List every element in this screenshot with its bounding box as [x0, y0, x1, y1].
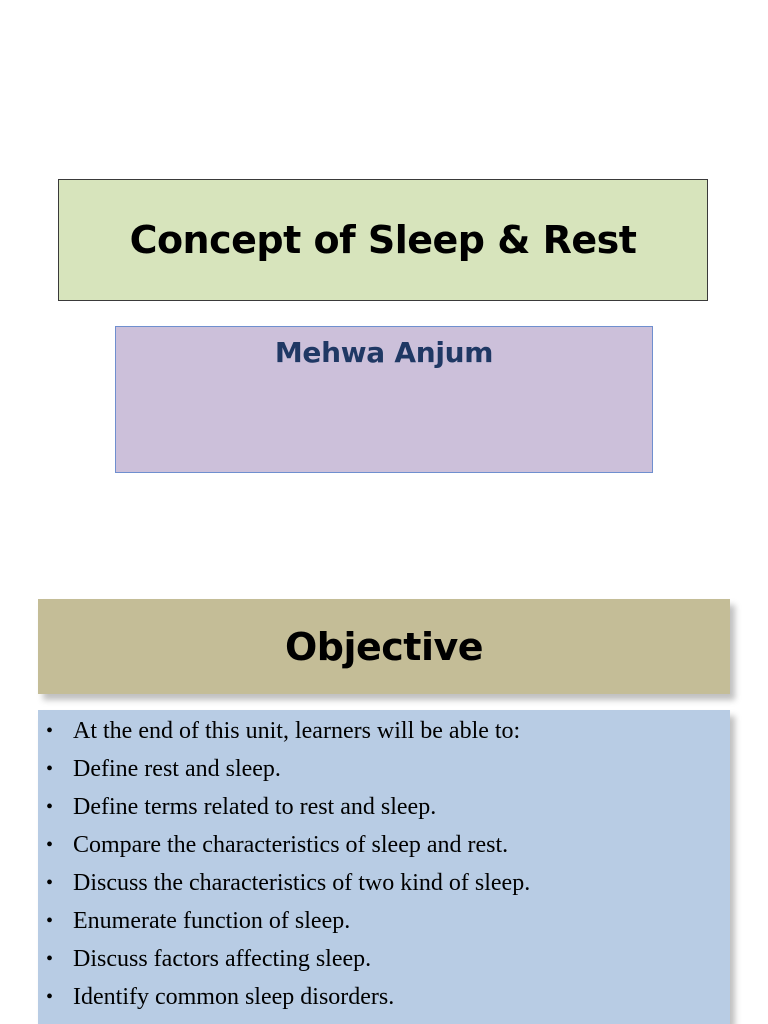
- objective-item: [38, 792, 730, 830]
- bullet-icon: •: [46, 872, 54, 894]
- objective-body: [38, 710, 730, 1024]
- bullet-icon: •: [46, 758, 54, 780]
- bullet-icon: •: [46, 986, 54, 1008]
- bullet-icon: •: [46, 720, 54, 742]
- objective-item-text: Discuss the characteristics of two kind of sleep.: [73, 870, 531, 896]
- objective-header: [38, 599, 730, 694]
- objective-item: [38, 716, 730, 754]
- objective-item: [38, 906, 730, 944]
- bullet-icon: •: [46, 834, 54, 856]
- objective-item-text: Define rest and sleep.: [73, 756, 281, 782]
- objective-item-text: Discuss factors affecting sleep.: [73, 946, 372, 972]
- objective-item: [38, 944, 730, 982]
- objective-item-text: At the end of this unit, learners will be able to:: [73, 718, 521, 744]
- objective-item-text: Define terms related to rest and sleep.: [73, 794, 437, 820]
- objective-list: [38, 716, 730, 1020]
- objective-item: [38, 868, 730, 906]
- objective-item-text: Enumerate function of sleep.: [73, 908, 351, 934]
- objective-item: [38, 754, 730, 792]
- author-box: [115, 326, 653, 473]
- bullet-icon: •: [46, 796, 54, 818]
- objective-item-text: Compare the characteristics of sleep and rest.: [73, 832, 509, 858]
- author-name: Mehwa Anjum: [274, 336, 494, 369]
- objective-item: [38, 830, 730, 868]
- objective-heading: Objective: [284, 624, 484, 669]
- bullet-icon: •: [46, 948, 54, 970]
- title-box: [58, 179, 708, 301]
- objective-item-text: Identify common sleep disorders.: [73, 984, 395, 1010]
- slide-title: Concept of Sleep & Rest: [129, 218, 637, 262]
- objective-item: [38, 982, 730, 1020]
- bullet-icon: •: [46, 910, 54, 932]
